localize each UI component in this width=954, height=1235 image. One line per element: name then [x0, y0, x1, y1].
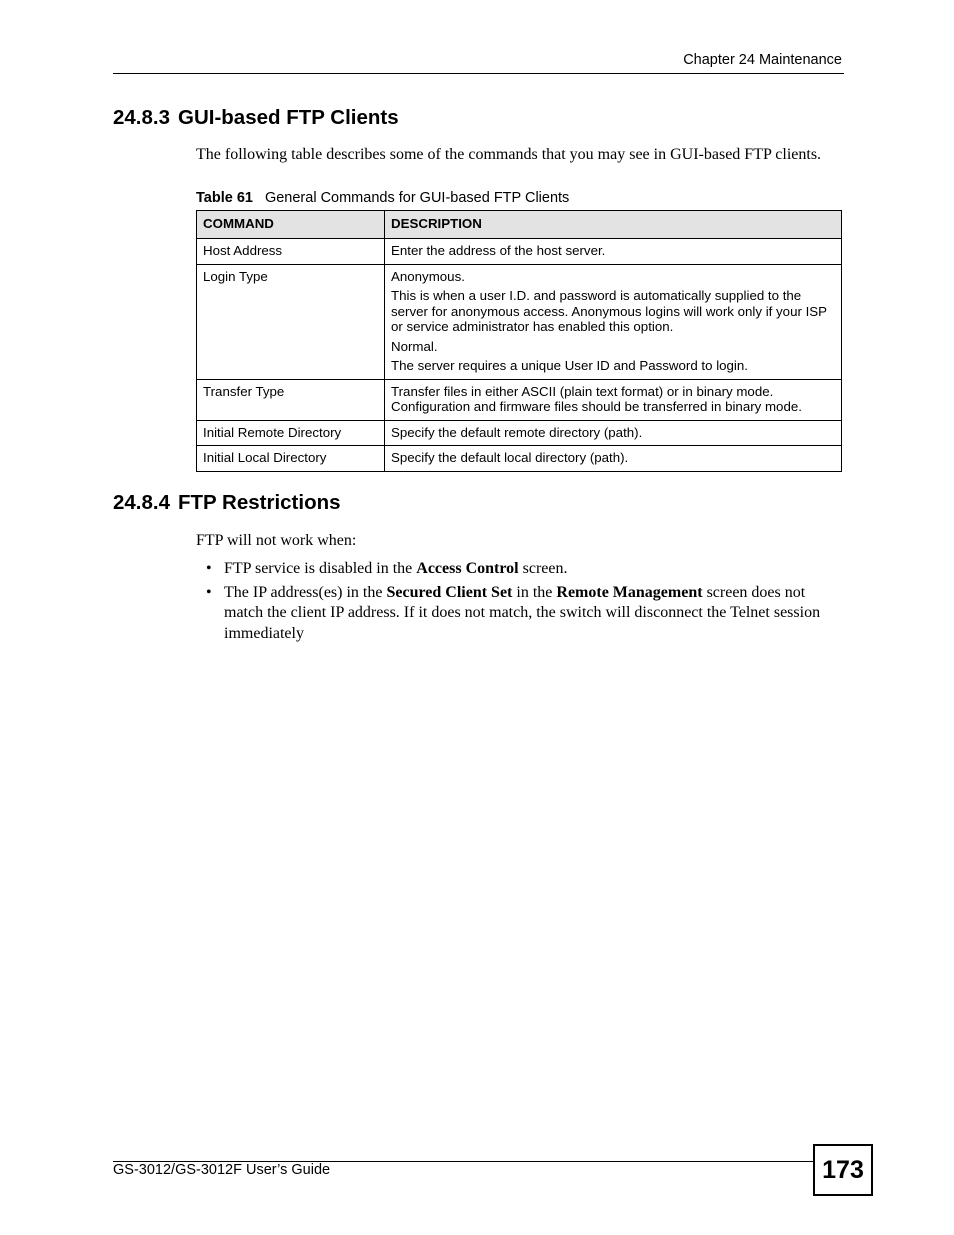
command-cell: Transfer Type: [197, 379, 385, 420]
command-cell: Login Type: [197, 264, 385, 379]
description-cell: [385, 420, 842, 446]
header-rule: [113, 73, 844, 74]
section-number: 24.8.4: [113, 491, 170, 514]
column-header-description: DESCRIPTION: [385, 211, 842, 239]
table-row: [197, 264, 842, 379]
ui-term-remote-management: Remote Management: [556, 583, 703, 601]
description-text: Specify the default remote directory (path).: [391, 424, 643, 440]
description-cell: [385, 379, 842, 420]
bullet-icon: •: [206, 583, 212, 601]
table-caption-label: Table 61: [196, 190, 253, 206]
table-row: [197, 446, 842, 472]
description-cell: [385, 239, 842, 265]
bullet-icon: •: [206, 560, 212, 577]
section-heading-ftp-restrictions: [113, 491, 341, 515]
description-text: Transfer files in either ASCII (plain text format) or in binary mode. Configuration and firmware files should be transferred in binary mode.: [391, 383, 802, 414]
section-title: GUI-based FTP Clients: [178, 106, 399, 129]
ui-term-access-control: Access Control: [416, 560, 519, 577]
list-text: screen does not match the client IP address. If it does not match, the switch will disconnect the Telnet session immediately: [224, 583, 821, 642]
list-item: [196, 583, 842, 645]
command-cell: Host Address: [197, 239, 385, 265]
command-cell: Initial Local Directory: [197, 446, 385, 472]
ui-term-secured-client-set: Secured Client Set: [386, 583, 513, 601]
list-text: screen.: [518, 560, 568, 577]
description-text: Anonymous.: [391, 268, 465, 284]
command-cell: Initial Remote Directory: [197, 420, 385, 446]
page-number: 173: [813, 1144, 873, 1196]
table-row: [197, 420, 842, 446]
section-title: FTP Restrictions: [178, 491, 341, 514]
description-text: The server requires a unique User ID and Password to login.: [391, 358, 748, 373]
running-header: Chapter 24 Maintenance: [683, 52, 842, 68]
section-intro: The following table describes some of the commands that you may see in GUI-based FTP clients.: [196, 146, 822, 163]
guide-title: GS-3012/GS-3012F User’s Guide: [113, 1162, 331, 1178]
list-item: [196, 559, 842, 580]
restrictions-intro: FTP will not work when:: [196, 532, 357, 549]
description-cell: [385, 264, 842, 379]
list-text: FTP service is disabled in the: [224, 560, 417, 577]
table-caption: [196, 190, 569, 206]
list-text: The IP address(es) in the: [224, 583, 387, 601]
table-row: [197, 239, 842, 265]
description-cell: [385, 446, 842, 472]
list-text: in the: [512, 583, 557, 601]
description-text: This is when a user I.D. and password is automatically supplied to the server for anonymous access. Anonymous logins will work only if your ISP or service administrator has enabled this option.: [391, 288, 827, 334]
commands-table: [196, 210, 842, 472]
column-header-command: COMMAND: [197, 211, 385, 239]
description-text: Normal.: [391, 338, 438, 354]
description-text: Enter the address of the host server.: [391, 243, 606, 258]
restrictions-list: [196, 559, 842, 647]
table-header-row: [197, 211, 842, 239]
table-row: [197, 379, 842, 420]
description-text: Specify the default local directory (path).: [391, 450, 629, 465]
section-number: 24.8.3: [113, 106, 170, 129]
table-caption-text: General Commands for GUI-based FTP Clients: [264, 190, 570, 206]
section-heading-gui-ftp: [113, 106, 399, 130]
